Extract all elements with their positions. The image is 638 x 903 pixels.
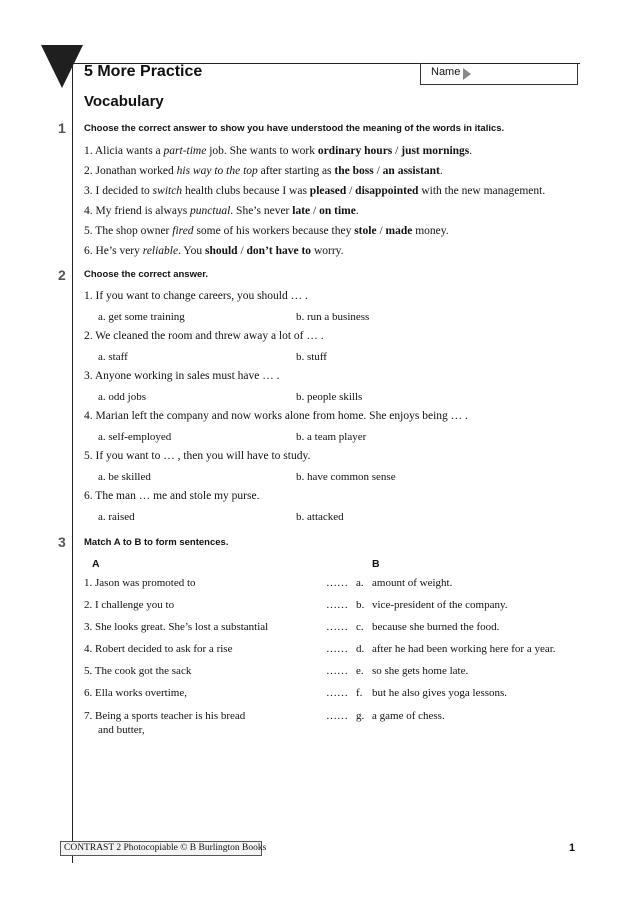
column-b-heading: B bbox=[372, 558, 380, 570]
answer-option[interactable]: should bbox=[204, 245, 238, 257]
match-sentence-start: 5. The cook got the sack bbox=[84, 665, 192, 677]
match-sentence-end: amount of weight. bbox=[372, 577, 453, 589]
section-heading: Vocabulary bbox=[84, 93, 164, 110]
exercise-number: 1 bbox=[58, 120, 66, 136]
item-text: . bbox=[355, 205, 359, 217]
item-text: 6. He’s very bbox=[84, 245, 143, 257]
answer-blank[interactable]: …… bbox=[326, 687, 348, 699]
answer-option[interactable]: the boss bbox=[334, 165, 374, 177]
option-a[interactable]: a. raised bbox=[98, 511, 135, 523]
item-text: / bbox=[392, 145, 402, 157]
option-a[interactable]: a. self-employed bbox=[98, 431, 172, 443]
option-a[interactable]: a. get some training bbox=[98, 311, 185, 323]
item-text: 2. Jonathan worked bbox=[84, 165, 177, 177]
footer-credit bbox=[60, 841, 267, 856]
item-text: / bbox=[346, 185, 356, 197]
item-text: health clubs because I was bbox=[182, 185, 310, 197]
answer-option[interactable]: late bbox=[292, 205, 311, 217]
item-text: worry. bbox=[311, 245, 344, 257]
item-text: after starting as bbox=[257, 165, 335, 177]
exercise-item bbox=[84, 165, 443, 177]
match-sentence-start: 7. Being a sports teacher is his bread bbox=[84, 710, 246, 722]
italic-term: switch bbox=[152, 185, 183, 197]
question-text: 1. If you want to change careers, you should … . bbox=[84, 290, 308, 302]
item-text: money. bbox=[412, 225, 449, 237]
item-text: / bbox=[373, 165, 383, 177]
exercise-instruction: Choose the correct answer. bbox=[84, 269, 209, 280]
page-number: 1 bbox=[569, 842, 576, 854]
item-text: 4. My friend is always bbox=[84, 205, 191, 217]
item-text: / bbox=[237, 245, 247, 257]
item-text: 1. Alicia wants a bbox=[84, 145, 164, 157]
answer-option[interactable]: an assistant bbox=[382, 165, 440, 177]
option-a[interactable]: a. staff bbox=[98, 351, 128, 363]
match-sentence-start: 3. She looks great. She’s lost a substantial bbox=[84, 621, 269, 633]
answer-blank[interactable]: …… bbox=[326, 643, 348, 655]
column-a-heading: A bbox=[92, 558, 100, 570]
match-sentence-end: because she burned the food. bbox=[372, 621, 500, 633]
match-sentence-start: 1. Jason was promoted to bbox=[84, 577, 196, 589]
match-letter: d. bbox=[356, 643, 365, 655]
option-b[interactable]: b. run a business bbox=[296, 311, 370, 323]
match-letter: g. bbox=[356, 710, 365, 722]
footer-text: CONTRAST 2 Photocopiable © B Burlington Books bbox=[64, 843, 267, 853]
name-box[interactable] bbox=[420, 63, 578, 85]
item-text: / bbox=[376, 225, 386, 237]
arrow-right-icon bbox=[463, 68, 471, 80]
question-text: 6. The man … me and stole my purse. bbox=[84, 490, 260, 502]
question-text: 2. We cleaned the room and threw away a lot of … . bbox=[84, 330, 324, 342]
match-sentence-continuation: and butter, bbox=[98, 724, 145, 736]
question-text: 5. If you want to … , then you will have to study. bbox=[84, 450, 311, 462]
italic-term: fired bbox=[172, 225, 194, 237]
italic-term: his way to the top bbox=[176, 165, 258, 177]
item-text: with the new management. bbox=[418, 185, 546, 197]
option-b[interactable]: b. a team player bbox=[296, 431, 367, 443]
question-text: 3. Anyone working in sales must have … . bbox=[84, 370, 280, 382]
answer-option[interactable]: on time bbox=[319, 205, 356, 217]
match-sentence-end: after he had been working here for a year. bbox=[372, 643, 556, 655]
corner-triangle-icon bbox=[41, 45, 83, 88]
item-text: 5. The shop owner bbox=[84, 225, 173, 237]
option-b[interactable]: b. people skills bbox=[296, 391, 363, 403]
answer-option[interactable]: don’t have to bbox=[246, 245, 312, 257]
match-sentence-end: a game of chess. bbox=[372, 710, 445, 722]
item-text: / bbox=[310, 205, 320, 217]
answer-blank[interactable]: …… bbox=[326, 710, 348, 722]
item-text: . bbox=[469, 145, 473, 157]
item-text: . You bbox=[178, 245, 205, 257]
answer-blank[interactable]: …… bbox=[326, 577, 348, 589]
match-sentence-start: 6. Ella works overtime, bbox=[84, 687, 187, 699]
name-label: Name bbox=[431, 66, 461, 78]
answer-option[interactable]: stole bbox=[354, 225, 377, 237]
exercise-instruction: Match A to B to form sentences. bbox=[84, 537, 229, 548]
item-text: 3. I decided to bbox=[84, 185, 153, 197]
item-text: . She’s never bbox=[230, 205, 293, 217]
match-letter: b. bbox=[356, 599, 365, 611]
item-text: some of his workers because they bbox=[193, 225, 355, 237]
page-title: 5 More Practice bbox=[84, 63, 203, 80]
exercise-number: 3 bbox=[58, 534, 66, 550]
exercise-number: 2 bbox=[58, 267, 66, 283]
answer-blank[interactable]: …… bbox=[326, 665, 348, 677]
match-letter: a. bbox=[356, 577, 364, 589]
answer-option[interactable]: made bbox=[385, 225, 413, 237]
italic-term: part-time bbox=[163, 145, 207, 157]
item-text: job. She wants to work bbox=[206, 145, 318, 157]
match-letter: c. bbox=[356, 621, 364, 633]
answer-option[interactable]: disappointed bbox=[355, 185, 419, 197]
exercise-item bbox=[84, 205, 359, 217]
answer-option[interactable]: pleased bbox=[309, 185, 347, 197]
answer-option[interactable]: ordinary hours bbox=[317, 145, 393, 157]
margin-rule bbox=[72, 63, 73, 863]
answer-blank[interactable]: …… bbox=[326, 599, 348, 611]
italic-term: reliable bbox=[142, 245, 179, 257]
exercise-item bbox=[84, 245, 344, 257]
match-letter: e. bbox=[356, 665, 364, 677]
option-b[interactable]: b. have common sense bbox=[296, 471, 396, 483]
italic-term: punctual bbox=[190, 205, 231, 217]
match-sentence-end: vice-president of the company. bbox=[372, 599, 508, 611]
option-b[interactable]: b. stuff bbox=[296, 351, 327, 363]
item-text: . bbox=[439, 165, 443, 177]
option-a[interactable]: a. be skilled bbox=[98, 471, 151, 483]
match-letter: f. bbox=[356, 687, 363, 699]
exercise-item bbox=[84, 185, 545, 197]
answer-option[interactable]: just mornings bbox=[401, 145, 470, 157]
exercise-instruction: Choose the correct answer to show you have understood the meaning of the words in italics. bbox=[84, 123, 505, 134]
match-sentence-start: 2. I challenge you to bbox=[84, 599, 175, 611]
option-a[interactable]: a. odd jobs bbox=[98, 391, 146, 403]
match-sentence-end: but he also gives yoga lessons. bbox=[372, 687, 508, 699]
answer-blank[interactable]: …… bbox=[326, 621, 348, 633]
match-sentence-start: 4. Robert decided to ask for a rise bbox=[84, 643, 233, 655]
exercise-item bbox=[84, 225, 449, 237]
exercise-item bbox=[84, 145, 472, 157]
option-b[interactable]: b. attacked bbox=[296, 511, 344, 523]
match-sentence-end: so she gets home late. bbox=[372, 665, 469, 677]
question-text: 4. Marian left the company and now works alone from home. She enjoys being … . bbox=[84, 410, 468, 422]
